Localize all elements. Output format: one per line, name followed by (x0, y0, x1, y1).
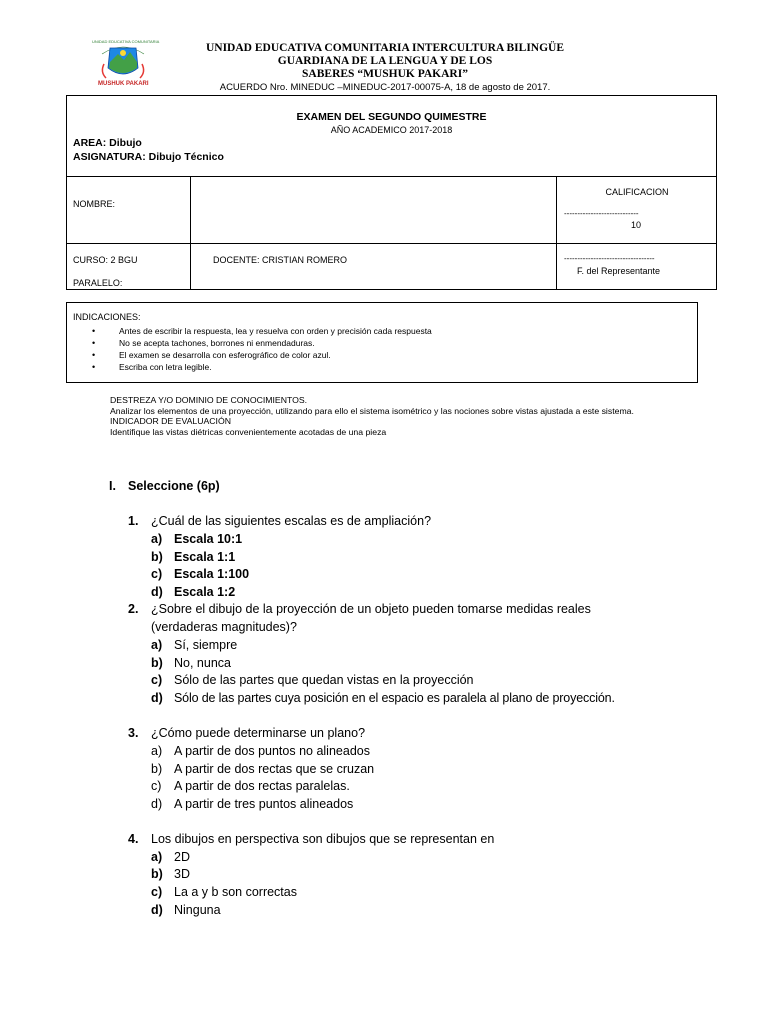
firma-line: ---------------------------------- (564, 254, 655, 263)
calificacion-line: ---------------------------- (564, 209, 639, 218)
question-number: 3. (128, 726, 139, 740)
exam-asignatura: ASIGNATURA: Dibujo Técnico (73, 151, 224, 163)
table-divider (190, 176, 191, 290)
option-text: La a y b son correctas (174, 885, 297, 899)
option-text: Sí, siempre (174, 638, 238, 652)
question-text: ¿Cómo puede determinarse un plano? (151, 726, 366, 740)
option-letter: c) (151, 885, 163, 899)
exam-area: AREA: Dibujo (73, 137, 142, 149)
calificacion-value: 10 (631, 220, 642, 230)
table-divider (66, 243, 717, 244)
question-text-continued: (verdaderas magnitudes)? (151, 620, 297, 634)
curso: CURSO: 2 BGU (73, 255, 138, 265)
indicador-text: Identifique las vistas diétricas convenientemente acotadas de una pieza (110, 426, 387, 437)
logo-top-text: UNIDAD EDUCATIVA COMUNITARIA (92, 39, 160, 44)
option-text: Ninguna (174, 903, 221, 917)
destreza-text: Analizar los elementos de una proyección, utilizando para ello el sistema isométrico y las nociones sobre vistas ajustada a este sistema. (110, 405, 634, 416)
question-text: ¿Cuál de las siguientes escalas es de ampliación? (151, 514, 432, 528)
acuerdo: ACUERDO Nro. MINEDUC –MINEDUC-2017-00075-A, 18 de agosto de 2017. (219, 82, 551, 93)
option-text: 3D (174, 867, 190, 881)
list-item: • No se acepta tachones, borrones ni enmendaduras. (92, 337, 432, 349)
destreza-section (110, 395, 658, 437)
option-letter: a) (151, 638, 163, 652)
list-item: • Escriba con letra legible. (92, 361, 432, 373)
option-text: 2D (174, 850, 190, 864)
option-letter: b) (151, 550, 163, 564)
option-text: Sólo de las partes cuya posición en el espacio es paralela al plano de proyección. (174, 691, 615, 705)
question-number: 1. (128, 514, 139, 528)
option-text: Escala 10:1 (174, 532, 243, 546)
calificacion-label: CALIFICACION (605, 187, 669, 197)
school-name (160, 42, 610, 81)
option-text: A partir de tres puntos alineados (174, 797, 354, 811)
option-letter: d) (151, 903, 163, 917)
table-divider (66, 176, 717, 177)
option-text: Sólo de las partes que quedan vistas en la proyección (174, 673, 474, 687)
question-text: ¿Sobre el dibujo de la proyección de un objeto pueden tomarse medidas reales (151, 602, 591, 616)
school-line-2: GUARDIANA DE LA LENGUA Y DE LOS (277, 55, 493, 67)
option-letter: b) (151, 656, 163, 670)
option-text: A partir de dos rectas paralelas. (174, 779, 350, 793)
nombre-label: NOMBRE: (73, 199, 116, 209)
list-item: • El examen se desarrolla con esferográfico de color azul. (92, 349, 432, 361)
section-number: I. (109, 479, 116, 493)
question-text: Los dibujos en perspectiva son dibujos que se representan en (151, 832, 495, 846)
indicaciones-list (92, 325, 432, 373)
section-title: Seleccione (6p) (128, 479, 220, 493)
school-line-3: SABERES “MUSHUK PAKARI” (302, 68, 468, 80)
exam-year: AÑO ACADEMICO 2017-2018 (330, 125, 453, 135)
option-text: Escala 1:1 (174, 550, 236, 564)
option-text: No, nunca (174, 656, 231, 670)
question-number: 2. (128, 602, 139, 616)
destreza-title: DESTREZA Y/O DOMINIO DE CONOCIMIENTOS. (110, 395, 308, 405)
option-letter: c) (151, 567, 163, 581)
option-letter: d) (151, 797, 163, 811)
option-letter: a) (151, 532, 163, 546)
option-letter: a) (151, 850, 163, 864)
logo-name: MUSHUK PAKARI (98, 81, 149, 87)
firma-label: F. del Representante (577, 266, 661, 276)
option-letter: c) (151, 779, 162, 793)
indicaciones-title: INDICACIONES: (73, 312, 141, 322)
list-item: • Antes de escribir la respuesta, lea y resuelva con orden y precisión cada respuesta (92, 325, 432, 337)
option-letter: b) (151, 762, 163, 776)
option-letter: d) (151, 691, 163, 705)
exam-title: EXAMEN DEL SEGUNDO QUIMESTRE (296, 111, 487, 123)
option-text: A partir de dos puntos no alineados (174, 744, 370, 758)
option-letter: c) (151, 673, 163, 687)
indicador-title: INDICADOR DE EVALUACIÓN (110, 416, 232, 427)
school-line-1: UNIDAD EDUCATIVA COMUNITARIA INTERCULTURA BILINGÜE (205, 42, 565, 54)
option-text: A partir de dos rectas que se cruzan (174, 762, 375, 776)
option-letter: b) (151, 867, 163, 881)
docente: DOCENTE: CRISTIAN ROMERO (213, 255, 348, 265)
option-letter: d) (151, 585, 163, 599)
question-number: 4. (128, 832, 139, 846)
option-text: Escala 1:100 (174, 567, 250, 581)
paralelo: PARALELO: (73, 278, 123, 288)
option-letter: a) (151, 744, 163, 758)
option-text: Escala 1:2 (174, 585, 236, 599)
